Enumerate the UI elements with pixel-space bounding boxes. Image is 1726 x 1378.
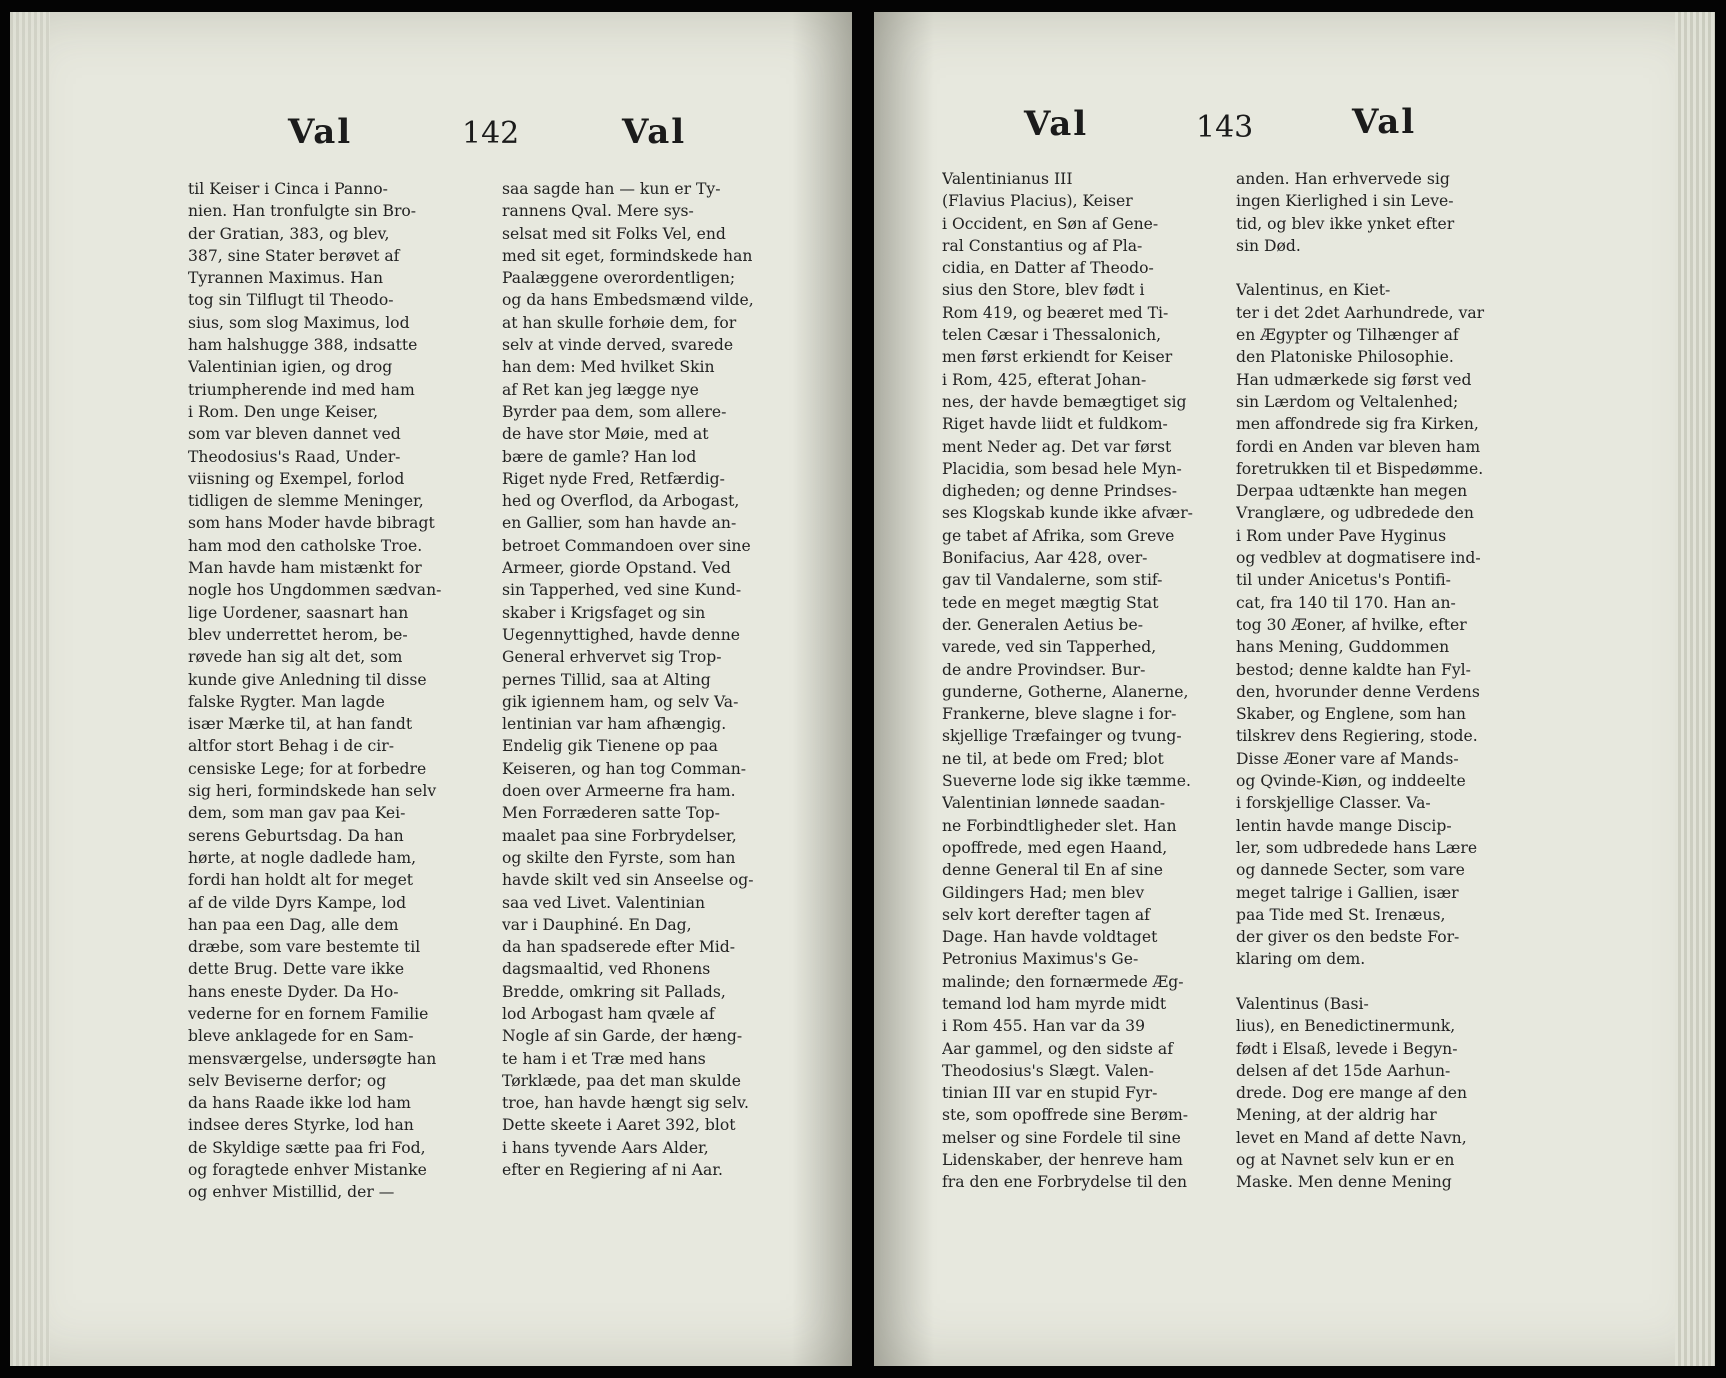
text-line: doen over Armeerne fra ham. [502, 782, 736, 801]
text-line: i Occident, en Søn af Gene- [942, 214, 1159, 233]
text-line: nes, der havde bemægtiget sig [942, 392, 1187, 411]
text-line: fordi en Anden var bleven ham [1236, 437, 1481, 456]
text-line: Tyrannen Maximus. Han [188, 269, 384, 288]
text-line: gik igiennem ham, og selv Va- [502, 692, 739, 711]
text-line: serens Geburtsdag. Da han [188, 826, 404, 845]
text-line: sius den Store, blev født i [942, 281, 1145, 300]
text-line: ral Constantius og af Pla- [942, 236, 1143, 255]
text-line: foretrukken til et Bispedømme. [1236, 459, 1484, 478]
text-line: General erhvervet sig Trop- [502, 648, 722, 667]
text-line: dette Brug. Dette vare ikke [188, 960, 405, 979]
text-line: og foragtede enhver Mistanke [188, 1161, 427, 1180]
text-line: Placidia, som besad hele Myn- [942, 459, 1182, 478]
text-line: Han udmærkede sig først ved [1236, 370, 1472, 389]
text-line: Nogle af sin Garde, der hæng- [502, 1027, 743, 1046]
text-line: de Skyldige sætte paa fri Fod, [188, 1138, 426, 1157]
text-line: lentin havde mange Discip- [1236, 816, 1452, 835]
text-line: han paa een Dag, alle dem [188, 915, 399, 934]
text-line: og dannede Secter, som vare [1236, 861, 1465, 880]
text-line: sig heri, formindskede han selv [188, 782, 437, 801]
text-line: paa Tide med St. Irenæus, [1236, 905, 1446, 924]
text-line: Skaber, og Englene, som han [1236, 705, 1466, 724]
text-line: nogle hos Ungdommen sædvan- [188, 581, 442, 600]
text-line: kunde give Anledning til disse [188, 670, 427, 689]
text-line: da hans Raade ikke lod ham [188, 1094, 411, 1113]
text-line: til Keiser i Cinca i Panno- [188, 180, 388, 198]
text-line: digheden; og denne Prindses- [942, 482, 1177, 501]
text-line: efter en Regiering af ni Aar. [502, 1161, 723, 1180]
text-line: indsee deres Styrke, lod han [188, 1116, 414, 1135]
text-line: viisning og Exempel, forlod [188, 469, 405, 488]
text-line: selv kort derefter tagen af [942, 905, 1150, 924]
text-line: med sit eget, formindskede han [502, 246, 753, 265]
text-line: der giver os den bedste For- [1236, 928, 1460, 947]
text-line: opoffrede, med egen Haand, [942, 838, 1168, 857]
text-line: melser og sine Fordele til sine [942, 1128, 1181, 1147]
text-line: en Ægypter og Tilhænger af [1236, 326, 1459, 345]
left-page-column-2 [502, 178, 804, 1181]
text-line: anden. Han erhvervede sig [1236, 170, 1450, 188]
text-line: Keiseren, og han tog Comman- [502, 759, 747, 778]
text-line: i Rom under Pave Hyginus [1236, 526, 1447, 545]
text-line: især Mærke til, at han fandt [188, 715, 413, 734]
text-line: født i Elsaß, levede i Begyn- [1236, 1039, 1458, 1058]
text-line: og enhver Mistillid, der — [188, 1183, 395, 1202]
text-line: rannens Qval. Mere sys- [502, 202, 694, 221]
text-line: som hans Moder havde bibragt [188, 514, 435, 533]
text-line: Aar gammel, og den sidste af [942, 1039, 1173, 1058]
text-line: de have stor Møie, med at [502, 425, 709, 444]
text-line: censiske Lege; for at forbedre [188, 759, 427, 778]
text-line: Maske. Men denne Mening [1236, 1173, 1452, 1192]
text-line: pernes Tillid, saa at Alting [502, 670, 711, 689]
text-line: ham mod den catholske Troe. [188, 536, 423, 555]
text-line: Frankerne, bleve slagne i for- [942, 705, 1177, 724]
text-line [1236, 971, 1544, 993]
text-line: som var bleven dannet ved [188, 425, 401, 444]
text-line: hørte, at nogle dadlede ham, [188, 848, 417, 867]
text-line: Man havde ham mistænkt for [188, 559, 422, 578]
text-line: den, hvorunder denne Verdens [1236, 682, 1480, 701]
text-line: Sueverne lode sig ikke tæmme. [942, 772, 1191, 791]
text-line: Lidenskaber, der henreve ham [942, 1151, 1183, 1170]
text-line: og vedblev at dogmatisere ind- [1236, 549, 1481, 568]
text-line: selv at vinde derved, svarede [502, 336, 734, 355]
text-line: fordi han holdt alt for meget [188, 871, 414, 890]
left-page-header-right: Val [622, 112, 687, 152]
text-line: de andre Provindser. Bur- [942, 660, 1146, 679]
text-line: ne Forbindtligheder slet. Han [942, 816, 1177, 835]
text-line: der Gratian, 383, og blev, [188, 224, 390, 243]
text-line: Tørklæde, paa det man skulde [502, 1071, 741, 1090]
text-line: Rom 419, og beæret med Ti- [942, 303, 1169, 322]
text-line: ment Neder ag. Det var først [942, 437, 1172, 456]
text-line: den Platoniske Philosophie. [1236, 348, 1454, 367]
text-line: meget talrige i Gallien, især [1236, 883, 1459, 902]
text-line: Endelig gik Tienene op paa [502, 737, 718, 756]
text-line: fra den ene Forbrydelse til den [942, 1173, 1188, 1192]
text-line: Theodosius's Slægt. Valen- [942, 1061, 1154, 1080]
text-line: ter i det 2det Aarhundrede, var [1236, 303, 1485, 322]
text-line: i Rom. Den unge Keiser, [188, 402, 379, 421]
text-line: af Ret kan jeg lægge nye [502, 380, 699, 399]
right-page-number: 143 [1196, 110, 1254, 145]
right-page-column-2 [1236, 168, 1544, 1194]
text-line: ham halshugge 388, indsatte [188, 336, 418, 355]
text-line: Petronius Maximus's Ge- [942, 950, 1139, 969]
text-line: tede en meget mægtig Stat [942, 593, 1159, 612]
text-line: og da hans Embedsmænd vilde, [502, 291, 754, 310]
text-line: Mening, at der aldrig har [1236, 1106, 1437, 1125]
text-line: da han spadserede efter Mid- [502, 938, 736, 957]
text-line: skjellige Træfainger og tvung- [942, 727, 1182, 746]
text-line: falske Rygter. Man lagde [188, 692, 385, 711]
text-line: sin Lærdom og Veltalenhed; [1236, 392, 1459, 411]
text-line: 387, sine Stater berøvet af [188, 246, 400, 265]
text-line: troe, han havde hængt sig selv. [502, 1094, 749, 1113]
text-line: Riget havde liidt et fuldkom- [942, 415, 1168, 434]
text-line [1236, 257, 1544, 279]
text-line: gunderne, Gotherne, Alanerne, [942, 682, 1189, 701]
text-line: en Gallier, som han havde an- [502, 514, 737, 533]
text-line: Vranglære, og udbredede den [1236, 504, 1474, 523]
text-line: Valentinus, en Kiet- [1236, 281, 1391, 300]
text-line: selv Beviserne derfor; og [188, 1071, 387, 1090]
text-line: og at Navnet selv kun er en [1236, 1151, 1455, 1170]
text-line: klaring om dem. [1236, 950, 1366, 969]
text-line: tinian III var en stupid Fyr- [942, 1084, 1158, 1103]
text-line: Derpaa udtænkte han megen [1236, 482, 1468, 501]
text-line: Bonifacius, Aar 428, over- [942, 549, 1148, 568]
text-line: i forskjellige Classer. Va- [1236, 794, 1431, 813]
text-line: Valentinian lønnede saadan- [942, 794, 1166, 813]
left-page-number: 142 [462, 116, 520, 151]
text-line: bestod; denne kaldte han Fyl- [1236, 660, 1471, 679]
text-line: ste, som opoffrede sine Berøm- [942, 1106, 1189, 1125]
text-line: skaber i Krigsfaget og sin [502, 603, 706, 622]
text-line: tidligen de slemme Meninger, [188, 492, 424, 511]
text-line: betroet Commandoen over sine [502, 536, 751, 555]
text-line: Paalæggene overordentligen; [502, 269, 736, 288]
text-line: lod Arbogast ham qvæle af [502, 1004, 715, 1023]
text-line: men affondrede sig fra Kirken, [1236, 415, 1479, 434]
text-line: temand lod ham myrde midt [942, 994, 1167, 1013]
text-line: i Rom 455. Han var da 39 [942, 1017, 1145, 1036]
text-line: mensværgelse, undersøgte han [188, 1049, 437, 1068]
text-line: gav til Vandalerne, som stif- [942, 571, 1163, 590]
text-line: ses Klogskab kunde ikke afvær- [942, 504, 1193, 523]
text-line: telen Cæsar i Thessalonich, [942, 326, 1162, 345]
text-line: og Qvinde-Kiøn, og inddeelte [1236, 772, 1466, 791]
text-line: havde skilt ved sin Anseelse og- [502, 871, 754, 890]
text-line: tog sin Tilflugt til Theodo- [188, 291, 394, 310]
text-line: (Flavius Placius), Keiser [942, 192, 1133, 211]
text-line: Armeer, giorde Opstand. Ved [502, 559, 731, 578]
text-line: Byrder paa dem, som allere- [502, 402, 727, 421]
text-line: Valentinianus III [942, 170, 1073, 188]
text-line: Theodosius's Raad, Under- [188, 447, 401, 466]
text-line: cidia, en Datter af Theodo- [942, 259, 1154, 278]
text-line: Uegennyttighed, havde denne [502, 625, 740, 644]
left-page-header-left: Val [288, 112, 353, 152]
text-line: vederne for en fornem Familie [188, 1004, 429, 1023]
text-line: var i Dauphiné. En Dag, [502, 915, 692, 934]
text-line: bleve anklagede for en Sam- [188, 1027, 414, 1046]
text-line: drede. Dog ere mange af den [1236, 1084, 1468, 1103]
text-line: men først erkiendt for Keiser [942, 348, 1173, 367]
text-line: lentinian var ham afhængig. [502, 715, 727, 734]
text-line: triumpherende ind med ham [188, 380, 415, 399]
text-line: cat, fra 140 til 170. Han an- [1236, 593, 1456, 612]
text-line: Riget nyde Fred, Retfærdig- [502, 469, 725, 488]
text-line: tilskrev dens Regiering, stode. [1236, 727, 1478, 746]
text-line: nien. Han tronfulgte sin Bro- [188, 202, 417, 221]
text-line: maalet paa sine Forbrydelser, [502, 826, 737, 845]
text-line: selsat med sit Folks Vel, end [502, 224, 726, 243]
text-line: levet en Mand af dette Navn, [1236, 1128, 1467, 1147]
text-line: i Rom, 425, efterat Johan- [942, 370, 1147, 389]
text-line: af de vilde Dyrs Kampe, lod [188, 893, 407, 912]
text-line: te ham i et Træ med hans [502, 1049, 706, 1068]
text-line: Valentinus (Basi- [1236, 994, 1369, 1013]
text-line: han dem: Med hvilket Skin [502, 358, 715, 377]
text-line: dræbe, som vare bestemte til [188, 938, 421, 957]
right-page-column-1 [942, 168, 1242, 1194]
text-line: ingen Kierlighed i sin Leve- [1236, 192, 1454, 211]
text-line: at han skulle forhøie dem, for [502, 313, 737, 332]
text-line: saa sagde han — kun er Ty- [502, 180, 721, 198]
text-line: ne til, at bede om Fred; blot [942, 749, 1164, 768]
text-line: bære de gamle? Han lod [502, 447, 697, 466]
text-line: saa ved Livet. Valentinian [502, 893, 706, 912]
text-line: sin Tapperhed, ved sine Kund- [502, 581, 742, 600]
text-line: hans eneste Dyder. Da Ho- [188, 982, 399, 1001]
text-line: hans Mening, Guddommen [1236, 638, 1450, 657]
text-line: til under Anicetus's Pontifi- [1236, 571, 1451, 590]
text-line: denne General til En af sine [942, 861, 1164, 880]
text-line: Dette skeete i Aaret 392, blot [502, 1116, 736, 1135]
text-line: dagsmaaltid, ved Rhonens [502, 960, 711, 979]
text-line: ler, som udbredede hans Lære [1236, 838, 1478, 857]
text-line: lige Uordener, saasnart han [188, 603, 409, 622]
right-page-header-left: Val [1024, 104, 1089, 144]
text-line: sius, som slog Maximus, lod [188, 313, 410, 332]
text-line: og skilte den Fyrste, som han [502, 848, 736, 867]
text-line: røvede han sig alt det, som [188, 648, 403, 667]
text-line: malinde; den fornærmede Æg- [942, 972, 1184, 991]
text-line: lius), en Benedictinermunk, [1236, 1017, 1456, 1036]
text-line: tog 30 Æoner, af hvilke, efter [1236, 615, 1467, 634]
text-line: varede, ved sin Tapperhed, [942, 638, 1157, 657]
text-line: ge tabet af Afrika, som Greve [942, 526, 1175, 545]
text-line: Valentinian igien, og drog [188, 358, 393, 377]
text-line: tid, og blev ikke ynket efter [1236, 214, 1455, 233]
text-line: i hans tyvende Aars Alder, [502, 1138, 709, 1157]
text-line: der. Generalen Aetius be- [942, 615, 1144, 634]
left-page [10, 12, 852, 1366]
text-line: hed og Overflod, da Arbogast, [502, 492, 740, 511]
text-line: Bredde, omkring sit Pallads, [502, 982, 726, 1001]
text-line: sin Død. [1236, 236, 1301, 255]
text-line: delsen af det 15de Aarhun- [1236, 1061, 1451, 1080]
text-line: Disse Æoner vare af Mands- [1236, 749, 1459, 768]
left-page-column-1 [188, 178, 488, 1204]
text-line: Men Forræderen satte Top- [502, 804, 720, 823]
right-page [874, 12, 1715, 1366]
text-line: dem, som man gav paa Kei- [188, 804, 406, 823]
text-line: Gildingers Had; men blev [942, 883, 1145, 902]
text-line: altfor stort Behag i de cir- [188, 737, 394, 756]
text-line: Dage. Han havde voldtaget [942, 928, 1158, 947]
right-page-header-right: Val [1352, 102, 1417, 142]
text-line: blev underrettet herom, be- [188, 625, 408, 644]
